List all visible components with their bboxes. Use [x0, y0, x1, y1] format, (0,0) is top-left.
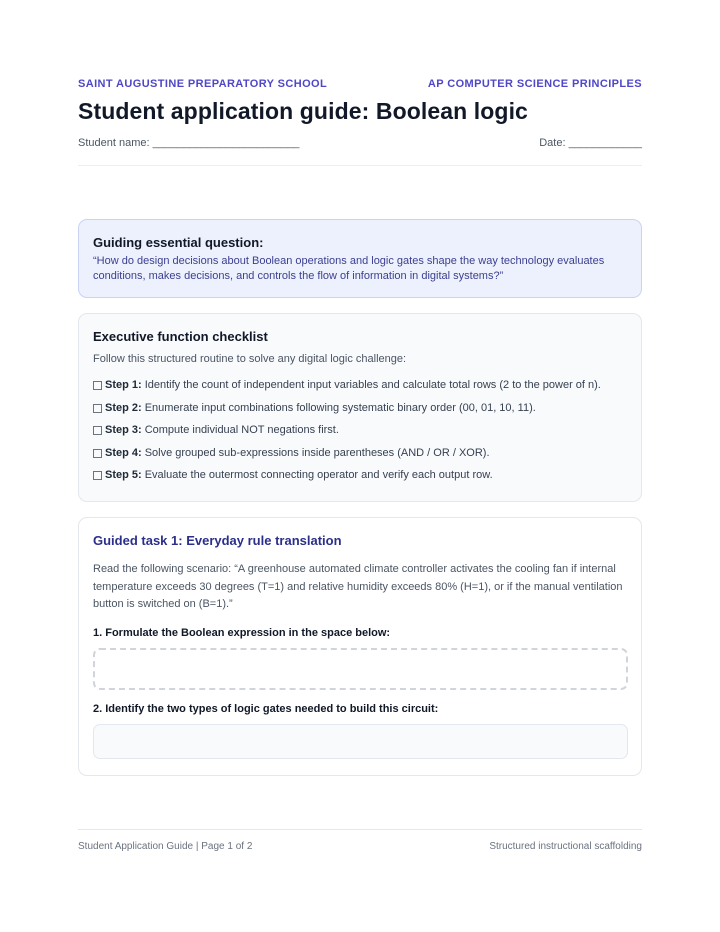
boolean-expression-answer-box[interactable]	[93, 648, 628, 690]
checklist-title: Executive function checklist	[93, 329, 268, 344]
top-header	[78, 78, 642, 90]
page-footer	[78, 841, 642, 852]
header-divider	[78, 165, 642, 166]
logic-gates-answer-box[interactable]	[93, 724, 628, 759]
essential-question-card	[78, 219, 642, 298]
checklist-card	[78, 313, 642, 502]
step-text: Solve grouped sub-expressions inside parentheses (AND / OR / XOR).	[144, 446, 490, 459]
checklist-steps	[93, 379, 627, 492]
step-text: Enumerate input combinations following systematic binary order (00, 01, 10, 11).	[144, 401, 536, 414]
essential-question-title: Guiding essential question:	[93, 235, 264, 250]
course-name: AP COMPUTER SCIENCE PRINCIPLES	[427, 78, 642, 90]
task-scenario: Read the following scenario: “A greenhouse automated climate controller activates the cooling fan if internal temperature exceeds 30 degrees (T=1) and relative humidity exceeds 80% (H=1), or if the manual ventilation button is switched on (B=1).”	[93, 563, 623, 610]
page-title: Student application guide: Boolean logic	[78, 98, 528, 124]
step-label: Step 5:	[105, 469, 142, 481]
checklist-step[interactable]	[93, 402, 627, 425]
school-name: SAINT AUGUSTINE PREPARATORY SCHOOL	[78, 78, 328, 90]
task-question-2: 2. Identify the two types of logic gates needed to build this circuit:	[93, 702, 439, 715]
step-label: Step 2:	[105, 401, 142, 414]
checkbox-icon[interactable]	[93, 449, 102, 458]
step-label: Step 3:	[105, 424, 142, 436]
step-text: Compute individual NOT negations first.	[144, 424, 339, 436]
student-meta-row	[78, 137, 642, 149]
step-label: Step 1:	[105, 379, 142, 391]
checkbox-icon[interactable]	[93, 471, 102, 480]
checklist-step[interactable]	[93, 469, 627, 492]
checkbox-icon[interactable]	[93, 381, 102, 390]
student-name-field: Student name: ________________________	[78, 137, 300, 149]
task-title: Guided task 1: Everyday rule translation	[93, 533, 342, 548]
essential-question-text: “How do design decisions about Boolean operations and logic gates shape the way technology evaluates conditions, makes decisions, and controls the flow of information in digital systems?”	[93, 255, 605, 282]
footer-divider	[78, 829, 642, 830]
checklist-step[interactable]	[93, 379, 627, 402]
checkbox-icon[interactable]	[93, 404, 102, 413]
date-field: Date: ____________	[539, 137, 642, 149]
guided-task-card	[78, 517, 642, 776]
footer-tagline: Structured instructional scaffolding	[489, 841, 642, 852]
footer-page-info: Student Application Guide | Page 1 of 2	[78, 841, 253, 852]
step-label: Step 4:	[105, 446, 142, 459]
checklist-intro: Follow this structured routine to solve any digital logic challenge:	[93, 353, 407, 365]
step-text: Evaluate the outermost connecting operator and verify each output row.	[144, 469, 493, 481]
checklist-step[interactable]	[93, 447, 627, 470]
checkbox-icon[interactable]	[93, 426, 102, 435]
checklist-step[interactable]	[93, 424, 627, 447]
step-text: Identify the count of independent input variables and calculate total rows (2 to the power of n).	[144, 379, 601, 391]
task-question-1: 1. Formulate the Boolean expression in the space below:	[93, 626, 391, 639]
